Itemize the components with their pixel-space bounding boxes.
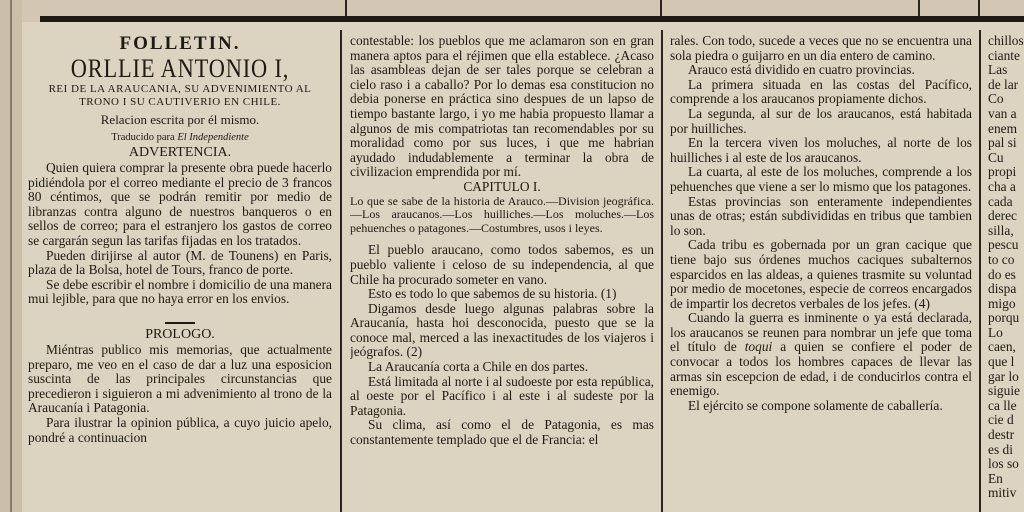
cropped-line: ca lle — [988, 397, 1017, 413]
paragraph: Quien quiera comprar la presente obra puede hacerlo pidiéndola por el correo mediante el precio de 3 francos 80 céntimos, que se podrán remitir por medio de libranzas contra alguno de nuestros banqueros o en sellos de correo; para el estranjero los gastos de correo se cargarán segun las tarifas fijadas en los tratados. — [28, 160, 332, 248]
cropped-line: caen, — [988, 339, 1016, 355]
advertencia-heading: ADVERTENCIA. — [128, 145, 232, 160]
cropped-line: Cu — [988, 149, 1004, 165]
article-subtitle: REI DE LA ARAUCANIA, SU ADVENIMIENTO AL TRONO I SU CAUTIVERIO EN CHILE. — [48, 83, 312, 108]
cropped-line: Las — [988, 62, 1008, 78]
cropped-line: derec — [988, 208, 1017, 224]
column-2 — [350, 34, 654, 512]
cropped-line: porqu — [988, 310, 1020, 326]
cropped-line: pal si — [988, 135, 1017, 151]
italic-term: toqui — [744, 339, 773, 355]
paragraph: La cuarta, al este de los moluches, comprende a los pehuenches que viene a ser lo mismo que los patagones. — [670, 164, 972, 194]
cropped-line: siguie — [988, 383, 1020, 399]
paragraph: rales. Con todo, sucede a veces que no se encuentra una sola piedra o guijarro en un dia entero de camino. — [670, 34, 972, 63]
paragraph: Arauco está dividido en cuatro provincias. — [688, 62, 915, 78]
cropped-line: propi — [988, 164, 1017, 180]
paragraph: En la tercera viven los moluches, al norte de los huilliches i al este de los araucanos. — [670, 135, 972, 165]
cropped-line: do es — [988, 266, 1016, 282]
section-divider — [165, 322, 195, 324]
text-run: a quien se confiere el poder de convocar a todos los hombres capaces de llevar las armas sin escepcion de edad, i de conducirlos contra el enemigo. — [670, 339, 972, 399]
cropped-line: mitiv — [988, 485, 1017, 501]
paragraph: contestable: los pueblos que me aclamaron son en gran manera aptos para el réjimen que ella establece. ¿Acaso las asambleas dejan de ser tales porque se celebran a cielo raso i a caballo? Por lo demas esa constitucion no debia ponerse en práctica sino despues de un lapso de tiempo bastante largo, i yo me habia propuesto llamar a algunos de mis compatriotas tan recomendables por su moralidad como por sus luces, i que me habrian ayudado indudablemente a terminar la obra de civilizacion emprendida por mí. — [350, 34, 654, 180]
paragraph: Se debe escribir el nombre i domicilio de una manera mui lejible, para que no haya error en los envios. — [28, 276, 332, 307]
cropped-line: de lar — [988, 76, 1019, 92]
cropped-line: cie d — [988, 412, 1014, 428]
column-rule — [340, 30, 342, 512]
cropped-line: que l — [988, 354, 1015, 370]
cropped-line: es di — [988, 441, 1013, 457]
paragraph: Cada tribu es gobernada por un gran cacique que tiene bajo sus órdenes muchos caciques subalternos esparcidos en las aldeas, a quienes trasmite su voluntad por medio de mocetones, especie de correos encargados de impartir los decretos verbales de los jefes. (4) — [670, 237, 972, 311]
column-rule — [661, 30, 663, 512]
paragraph: La Araucanía corta a Chile en dos partes. — [368, 359, 589, 375]
cropped-line: cada — [988, 193, 1013, 209]
column-rule — [979, 30, 981, 512]
paragraph: Está limitada al norte i al sudoeste por esta república, al oeste por el Pacífico i al este i al sudeste por la Patagonia. — [350, 373, 654, 418]
header-rule — [40, 16, 1024, 22]
cropped-line: migo — [988, 295, 1016, 311]
article-title: ORLLIE ANTONIO I, — [70, 54, 290, 83]
translation-prefix: Traducido para — [111, 132, 175, 143]
cropped-line: En — [988, 470, 1003, 486]
paragraph: Estas provincias son enteramente independientes unas de otras; están subdivididas en tribus que tambien lo son. — [670, 193, 972, 238]
cropped-line: Lo — [988, 324, 1003, 340]
chapter-summary: Lo que se sabe de la historia de Arauco.—Division jeográfica.—Los araucanos.—Los huilliches.—Los moluches.—Los pehuenches o patagones.—Costumbres, usos i leyes. — [350, 193, 654, 235]
cropped-line: silla, — [988, 222, 1014, 238]
cropped-line: cha a — [988, 178, 1016, 194]
cropped-line: los so — [988, 456, 1019, 472]
paragraph: Miéntras publico mis memorias, que actualmente preparo, me veo en el caso de dar a luz una esposicion suscinta de las principales circunstancias que precedieron i siguieron a mi advenimiento al trono de la Araucanía i Patagonia. — [28, 341, 332, 416]
section-header: FOLLETIN. — [119, 34, 241, 54]
column-1 — [28, 34, 332, 512]
paragraph: Para ilustrar la opinion pública, a cuyo juicio apelo, pondré a continuacion — [28, 414, 332, 445]
cropped-line: destr — [988, 427, 1015, 443]
prologo-heading: PROLOGO. — [145, 326, 215, 342]
translation-credit — [28, 130, 332, 145]
cropped-line: enem — [988, 120, 1017, 136]
cropped-line: to co — [988, 251, 1015, 267]
paragraph — [670, 311, 972, 399]
paragraph: La primera situada en las costas del Pacífico, comprende a los araucanos propiamente dichos. — [670, 76, 972, 107]
column-4-cropped — [988, 34, 1024, 512]
translation-source: El Independiente — [177, 132, 249, 143]
cropped-line: van a — [988, 105, 1017, 121]
byline: Relacion escrita por él mismo. — [100, 112, 260, 127]
paragraph: El ejército se compone solamente de caballería. — [688, 397, 943, 413]
cropped-line: gar lo — [988, 368, 1019, 384]
chapter-heading: CAPITULO I. — [463, 178, 541, 194]
cropped-line: ciante — [988, 47, 1020, 63]
paragraph: Esto es todo lo que sabemos de su historia. (1) — [368, 286, 617, 302]
cropped-line: Co — [988, 91, 1004, 107]
column-3 — [670, 34, 972, 512]
paragraph: Digamos desde luego algunas palabras sobre la Araucanía, hasta hoi desconocida, puesto que se la conoce mal, merced a las inexactitudes de los viajeros i jeógrafos. (2) — [350, 300, 654, 360]
cropped-line: pescu — [988, 237, 1019, 253]
paragraph: La segunda, al sur de los araucanos, está habitada por huilliches. — [670, 105, 972, 136]
cropped-line: dispa — [988, 281, 1017, 297]
text-run: Cuando la guerra es inminente o ya está declarada, los araucanos se reunen para nombrar un jefe que toma el título de — [670, 310, 972, 355]
paragraph: Pueden dirijirse al autor (M. de Tounens) en Paris, plaza de la Bolsa, hotel de Tours, franco de porte. — [28, 247, 332, 278]
page-binding-edge — [0, 0, 22, 512]
paragraph: El pueblo araucano, como todos sabemos, es un pueblo valiente i celoso de su independencia, al que Chile ha procurado someter en vano. — [350, 242, 654, 287]
cropped-line: chillos — [988, 34, 1024, 48]
paragraph: Su clima, así como el de Patagonia, es mas constantemente templado que el de Francia: el — [350, 417, 654, 448]
